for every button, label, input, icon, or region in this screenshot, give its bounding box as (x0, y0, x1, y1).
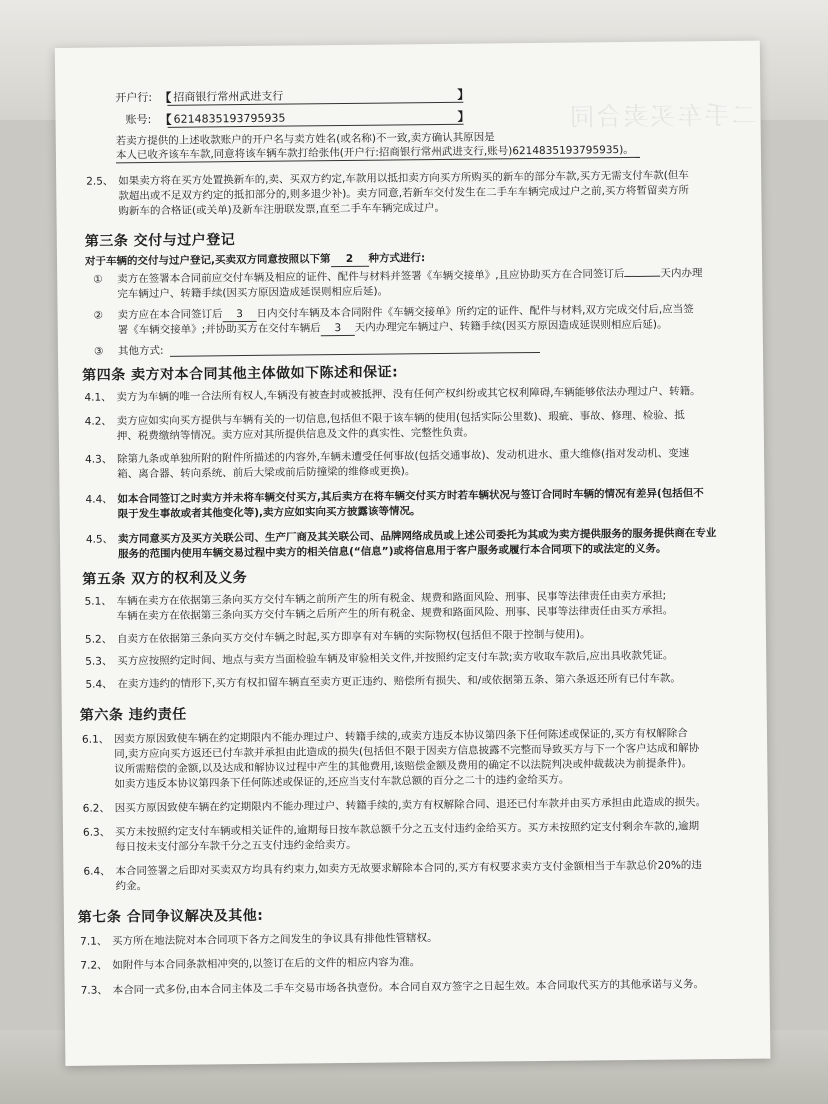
clause-number: 5.3、 (85, 655, 113, 668)
article-4-title: 第四条 卖方对本合同其他主体做如下陈述和保证: (82, 364, 399, 384)
clause-text: 服务的范围内使用车辆交易过程中卖方的相关信息(“信息”)或将信息用于客户服务或履行本合同项下的或法定的义务。 (118, 542, 667, 561)
bank-account-label: 账号: (125, 113, 152, 127)
option-2-transfer-days: 3 (321, 322, 355, 336)
clause-number: 4.1、 (84, 391, 112, 404)
art3-intro: 对于车辆的交付与过户登记,买卖双方同意按照以下第 2 种方式进行: (84, 252, 426, 268)
option-2-line-2: 署《车辆交接单》;并协助买方在交付车辆后 3 天内办理完车辆过户、转籍手续(因买方原因造成延误则相应后延)。 (117, 318, 668, 337)
clause-number: 6.1、 (81, 733, 110, 746)
bleed-through-title: 二手车买卖合同 (567, 100, 757, 132)
clause-number: 4.2、 (84, 415, 112, 428)
clause-text: 箱、离合器、转向系统、前后大梁或前后防撞梁的维修或更换)。 (117, 465, 416, 481)
clause-text: 本合同签署之后即对买卖双方均具有约束力,如卖方无故要求解除本合同的,买方有权要求卖方支付金额相当于车款总价20%的违 (115, 859, 702, 878)
clause-text: 本合同一式多份,由本合同主体及二手车交易市场各执壹份。本合同自双方签字之日起生效。本合同取代买方的其他承诺与义务。 (112, 978, 705, 997)
bracket-close: 】 (457, 109, 470, 124)
clause-number: 5.4、 (85, 678, 113, 691)
bank-branch-label: 开户行: (115, 90, 153, 105)
delivery-method-field: 2 (330, 253, 368, 267)
clause-number: 7.1、 (80, 935, 108, 948)
clause-text: 如卖方违反本协议第四条下任何陈述或保证的,还应当支付车款总额的百分之二十的违约金给买方。 (114, 773, 570, 791)
mismatch-line-2: 本人已收齐该车车款,同意将该车辆车款打给张伟(开户行:招商银行常州武进支行,账号)6214835193795935)。 (116, 144, 640, 163)
bank-account-field: 6214835193795935 (167, 110, 463, 128)
clause-text: 如果卖方将在买方处置换新车的,卖、买双方约定,车款用以抵扣卖方向买方所购买的新车的部分车款,买方无需支付车款(但车 (118, 169, 689, 188)
option-1-marker: ① (93, 273, 103, 286)
option-3-label: 其他方式: (117, 344, 164, 358)
clause-text: 如附件与本合同条款相冲突的,以签订在后的文件的相应内容为准。 (112, 956, 421, 972)
clause-number: 6.2、 (82, 802, 111, 815)
clause-number: 6.4、 (83, 865, 111, 878)
clause-text: 买方所在地法院对本合同项下各方之间发生的争议具有排他性管辖权。 (112, 932, 438, 948)
clause-text: 在卖方违约的情形下,买方有权扣留车辆直至卖方更正违约、赔偿所有损失、和/或依据第五条、第六条返还所有已付车款。 (117, 672, 681, 691)
clause-text: 买方应按照约定时间、地点与卖方当面检验车辆及审验相关文件,并按照约定支付车款;卖方收取车款后,应出具收款凭证。 (117, 649, 674, 668)
clause-number: 7.3、 (80, 984, 108, 997)
clause-number: 6.3、 (82, 826, 111, 839)
clause-text: 买方未按照约定支付车辆或相关证件的,逾期每日按车款总额千分之五支付违约金给买方。买方未按照约定支付剩余车款的,逾期 (114, 820, 700, 839)
clause-text: 车辆在卖方在依据第三条向买方交付车辆之前所产生的所有税金、规费和路面风险、刑事、民事等法律责任由卖方承担; (116, 589, 667, 608)
clause-text: 卖方同意买方及买方关联公司、生产厂商及其关联公司、品牌网络成员或上述公司委托为其或为卖方提供服务的服务提供商在专业 (117, 527, 717, 546)
clause-text: 约金。 (115, 880, 148, 893)
option-2-delivery-days: 3 (223, 308, 257, 322)
clause-text: 议所需赔偿的金额,以及达成和解协议过程中产生的其他费用,该赔偿金额及费用的确定不以法院判决或仲裁裁决为前提条件)。 (114, 757, 693, 776)
option-1-line-2: 完车辆过户、转籍手续(因买方原因造成延误则相应后延)。 (117, 285, 389, 301)
clause-text: 自卖方在依据第三条向买方交付车辆之时起,买方即享有对车辆的实际物权(包括但不限于控制与使用)。 (116, 628, 591, 646)
clause-text: 押、税费缴纳等情况。卖方应对其所提供信息及文件的真实性、完整性负责。 (116, 426, 474, 443)
clause-text: 同,卖方应向买方返还已付车款并承担由此造成的损失(包括但不限于因卖方信息披露不完整而导致买方与下一个客户达成和解协 (114, 742, 700, 761)
article-3-title: 第三条 交付与过户登记 (84, 232, 236, 250)
option-1-line-1: 卖方在签署本合同前应交付车辆及相应的证件、配件与材料并签署《车辆交接单》,且应协助买方在合同签订后 天内办理 (117, 267, 703, 286)
option-2-line-1: 卖方应在本合同签订后 3 日内交付车辆及本合同附件《车辆交接单》所约定的证件、配件与材料,双方完成交付后,应当签 (117, 303, 694, 322)
article-6-title: 第六条 违约责任 (79, 706, 187, 724)
option-2-marker: ② (93, 309, 104, 322)
clause-text: 除第九条或单独所附的附件所描述的内容外,车辆未遭受任何事故(包括交通事故)、发动机进水、重大维修(指对发动机、变速 (117, 447, 690, 466)
clause-text: 如本合同签订之时卖方并未将车辆交付买方,其后卖方在将车辆交付买方时若车辆状况与签订合同时车辆的情况有差异(包括但不 (117, 487, 704, 506)
clause-text: 每日按未支付部分车款千分之五支付违约金给卖方。 (115, 838, 357, 854)
article-5-title: 第五条 双方的权利及义务 (82, 570, 248, 588)
option-1-days-field (625, 276, 661, 277)
article-7-title: 第七条 合同争议解决及其他: (77, 907, 264, 926)
mismatch-line-1: 若卖方提供的上述收款账户的开户名与卖方姓名(或名称)不一致,卖方确认其原因是 (115, 131, 495, 148)
clause-number: 4.4、 (85, 493, 113, 506)
clause-number: 4.5、 (85, 533, 114, 546)
clause-number: 2.5、 (86, 175, 114, 188)
clause-number: 4.3、 (85, 453, 113, 466)
clause-number: 5.1、 (84, 595, 112, 608)
clause-number: 5.2、 (84, 633, 113, 646)
option-3-marker: ③ (93, 345, 104, 358)
clause-text: 款超出或不足双方约定的抵扣部分的,则多退少补)。卖方同意,若新车交付发生在二手车车辆完成过户之前,买方将暂留卖方所 (118, 184, 689, 203)
clause-text: 购新车的合格证(或关单)及新车注册联发票,直至二手车车辆完成过户。 (118, 201, 446, 218)
bank-branch-field: 招商银行常州武进支行 (167, 88, 463, 106)
other-method-field (170, 352, 540, 357)
clause-text: 车辆在卖方在依据第三条向买方交付车辆之后所产生的所有税金、规费和路面风险、刑事、民事等法律责任由买方承担。 (116, 604, 674, 623)
clause-text: 因卖方原因致使车辆在约定期限内不能办理过户、转籍手续的,或卖方违反本协议第四条下任何陈述或保证的,买方有权解除合 (113, 727, 688, 746)
bracket-close: 】 (457, 87, 470, 102)
bracket-open: 【 (159, 112, 172, 127)
clause-text: 限于发生事故或者其他变化等),卖方应如实向买方披露该等情况。 (117, 505, 421, 521)
bracket-open: 【 (159, 90, 172, 105)
clause-text: 因买方原因致使车辆在约定期限内不能办理过户、转籍手续的,卖方有权解除合同、退还已付车款并由买方承担由此造成的损失。 (114, 796, 707, 815)
contract-page (55, 41, 771, 1066)
clause-text: 卖方应如实向买方提供与车辆有关的一切信息,包括但不限于该车辆的使用(包括实际公里数)、瑕疵、事故、修理、检验、抵 (116, 409, 685, 428)
clause-number: 7.2、 (80, 959, 108, 972)
clause-text: 卖方为车辆的唯一合法所有权人,车辆没有被查封或被抵押、没有任何产权纠纷或其它权利障碍,车辆能够依法办理过户、转籍。 (116, 385, 701, 404)
